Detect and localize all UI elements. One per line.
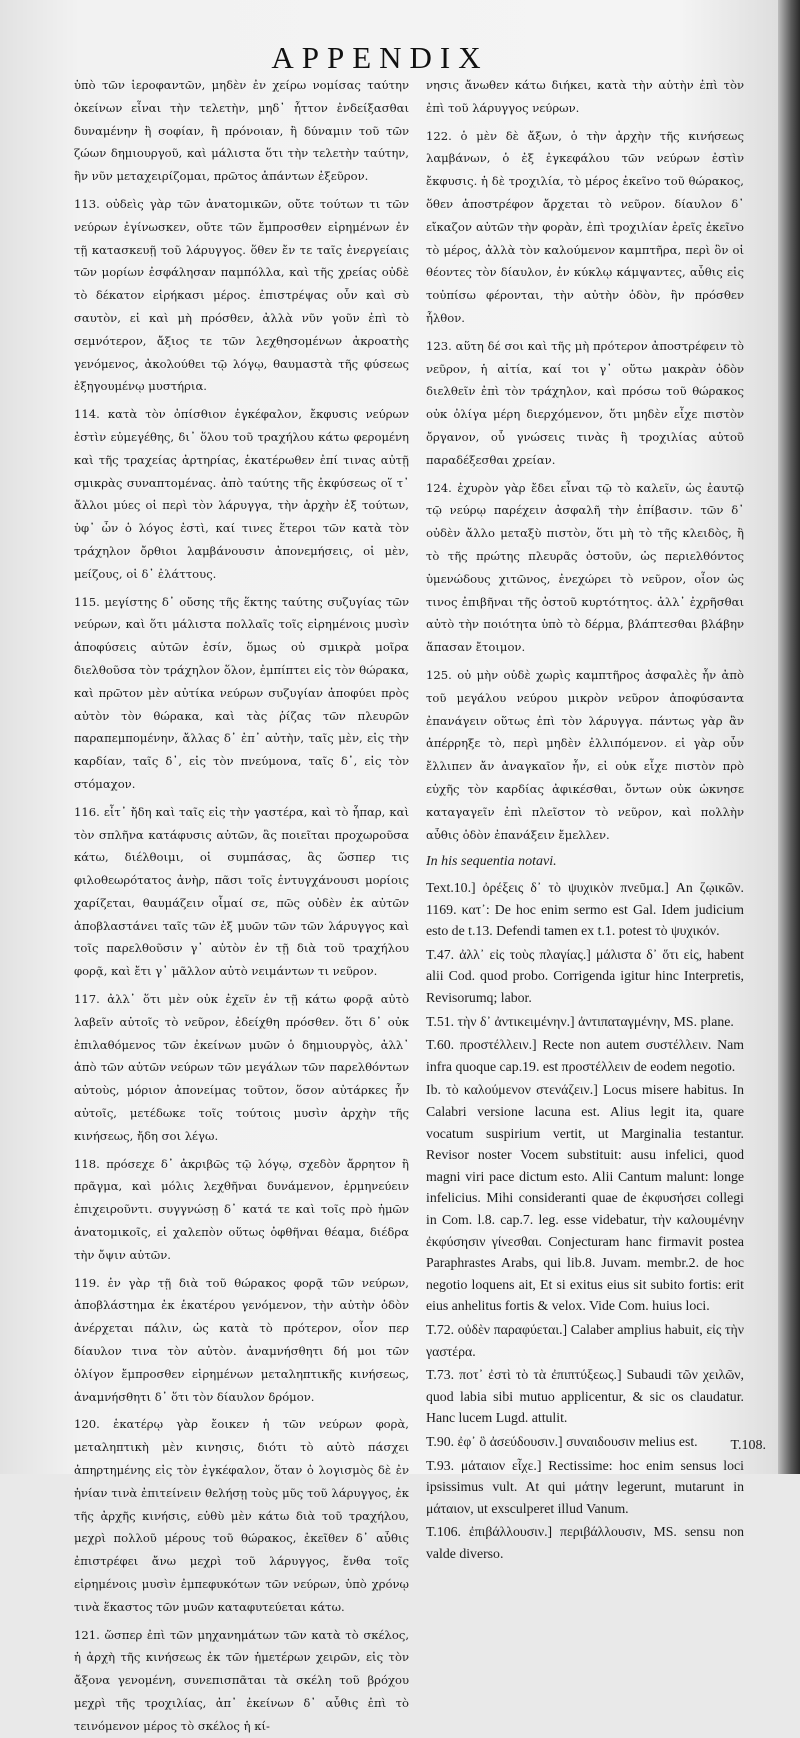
paragraph-text: ὁ μὲν δὲ ἄξων, ὁ τὴν ἀρχὴν τῆς κινήσεως λαμβάνων, ὁ ἐξ ἐγκεφάλου τῶν νεύρων ἐστὶν ἔκφυσις. ἡ δὲ τροχιλία, τὸ μέρος ἐκεῖνο τοῦ θώρακος, ὅθεν ἀποστρέφον ἄρχεται τὸ νεῦρον. δίαυλον δ᾽ εἴκαζον αὐτῶν τὴν φορὰν, ἐπὶ τροχιλίαν ἐρεῖς ἐκεῖνο τὸ μέρος, ἀλλὰ τὸν καλούμενον καμπτῆρα, περὶ ὃν οἱ θέοντες τὸν δίαυλον, ἐν κύκλῳ κάμψαντες, αὖθις εἰς τοὐπίσω φέρονται, τὴν αὐτὴν ὁδὸν, ἣν πρόσθεν ἦλθον. — [426, 128, 745, 325]
paragraph-number: 117. — [74, 992, 100, 1007]
catchword: T.108. — [730, 1438, 766, 1453]
paragraph — [74, 988, 409, 1148]
paragraph — [74, 1153, 409, 1267]
paragraph — [426, 74, 744, 120]
paragraph — [426, 664, 744, 846]
note-entry: T.106. ἐπιβάλλουσιν.] περιβάλλουσιν, MS. sensu non valde diverso. — [426, 1524, 744, 1561]
paragraph-number: 125. — [426, 667, 452, 682]
paragraph — [74, 193, 409, 398]
right-column — [426, 74, 745, 1561]
paragraph-text: αὕτη δέ σοι καὶ τῆς μὴ πρότερον ἀποστρέφειν τὸ νεῦρον, ἡ αἰτία, καί τοι γ᾽ οὕτω μακρὰν ὁδὸν διελθεῖν ἐπὶ τὸν τράχηλον, καὶ πρόσω τοῦ θώρακος οὐκ ὀλίγα μέρη διερχόμενον, ὅτι μηδὲν εἶχε πιστὸν ὄργανον, οὗ γνώσεις τινὰς ἢ τροχιλίας αὐτοῦ παραδέξεσθαι χρείαν. — [426, 338, 744, 467]
paragraph — [426, 477, 744, 659]
paragraph — [74, 1413, 409, 1618]
paragraph-number: 113. — [74, 196, 100, 211]
page-gutter-shadow — [778, 0, 800, 1474]
paragraph-number: 116. — [74, 804, 100, 819]
paragraph — [74, 403, 409, 585]
paragraph-number: 118. — [74, 1156, 100, 1171]
paragraph — [74, 1272, 409, 1409]
note-entry: T.47. ἀλλ᾽ εἰς τοὺς πλαγίας.] μάλιστα δ᾽ ὅτι εἰς, habent alii Cod. quod probo. Corrigenda igitur hinc Interpretis, Revisorumq; labor. — [426, 946, 744, 1006]
paragraph-number: 122. — [426, 128, 452, 143]
paragraph-text: ἐχυρὸν γὰρ ἔδει εἶναι τῷ τὸ καλεῖν, ὡς ἐαυτῷ τῷ νεύρῳ παρέχειν ἀσφαλῆ τὴν ἐπίβασιν. τῶν δ᾽ οὐδὲν ἄλλο μεταξὺ πιστὸν, ὅτι μὴ τὸ τῆς κλειδὸς, ἢ τὸ τῆς πρώτης πλευρᾶς ὀστοῦν, ὡς περιελθόντος ὑμενώδους χιτῶνος, ἐνεχώρει τὸ νεῦρον, οἷον ὠς τινος ἐπιβῆναι τῆς ὀστοῦ κυρτότητος. ἀλλ᾽ ἐχρῆσθαι αὐτὸ τὴν ποιότητα ὑπὸ τὸ δέρμα, βλάπτεσθαι βλάβην ἅπασαν ἔτοιμον. — [426, 480, 745, 655]
paragraph-text: οὐ μὴν οὐδὲ χωρὶς καμπτῆρος ἀσφαλὲς ἦν ἀπὸ τοῦ μεγάλου νεύρου μικρὸν νεῦρον ἀποφύσαντα ἐπανάγειν οὕτως ἐπὶ τὸν λάρυγγα. πάντως γὰρ ἂν ἀπέρρηξε τὸ, περὶ μηδὲν ἐλλιπόμενον. εἰ γὰρ οὖν ἔλλιπεν ἄν ἀναγκαῖον ἦν, εἰ οὐκ εἶχε πιστὸν πρὸ εὐχῆς τὸν καρδίας ἀφικέσθαι, ὄντων οὐκ ὠκνησε καταγαγεῖν ἐπὶ πλεῖστον τὸ νεῦρον, καὶ πολλὴν αὖθις ὁδὸν ἐπανάξειν ἔμελλεν. — [426, 667, 744, 842]
paragraph-text: εἶτ᾽ ἤδη καὶ ταῖς εἰς τὴν γαστέρα, καὶ τὸ ἧπαρ, καὶ τὸν σπλῆνα κατάφυσις αὐτῶν, ἃς ποιεῖται προχωροῦσα κάτω, διέλθοιμι, οἱ συμπάσας, ἃς ὥσπερ τις φιλοθεωρότατος ἀνὴρ, πᾶσι τοῖς ἐντυγχάνουσι μορίοις χαρίζεται, θαυμάζειν οἶμαί σε, πῶς οὐδὲν ἐκ αὐτῶν ἀποβλαστάνει ταῖς τῶν ἐξ μυῶν τῶν τῶν λάρυγγος καὶ τοῖς παρελθοῦσιν γ᾽ αὐτὸν ἐν τῇ διὰ τοῦ τραχήλου φορᾷ, καὶ ἔτι γ᾽ μᾶλλον αὐτὸ νειμάντων τι νεῦρον. — [74, 804, 409, 979]
paragraph-text: ἐν γὰρ τῇ διὰ τοῦ θώρακος φορᾷ τῶν νεύρων, ἀποβλάστημα ἐκ ἑκατέρου γενόμενον, τὴν αὐτὴν ὁδὸν ἀνέρχεται πάλιν, ὡς κατὰ τὸ πρότερον, οἷον περ δίαυλον τινα τὸν αὐτὸν. ἀναμνήσθητι δή μοι τῶν ὀλίγον ἔμπροσθεν εἰρημένων μεταληπτικῆς κινήσεως, ἀναμνήσθητι δ᾽ ὅτι τὸν δίαυλον δρόμον. — [74, 1275, 409, 1404]
paragraph-text: μεγίστης δ᾽ οὔσης τῆς ἕκτης ταύτης συζυγίας τῶν νεύρων, καὶ ὅτι μάλιστα πολλαῖς τοῖς εἰρημένοις μυσὶν ἀποφύσεις αὐτῶν ἐσίν, ὅμως οὐ σμικρὰ μοῖρα διελθοῦσα τὸν τράχηλον ὅλον, ἐμπίπτει εἰς τὸν θώρακα, καὶ πρῶτον μὲν αὐτίκα νεύρων συζυγίαν ἀποφύει πρὸς αὐτὸν τὸν θώρακα, καὶ τὰς ῥίζας τῶν πλευρῶν παραπεμπομένην, ἄλλας δ᾽ ἐπ᾽ αὐτὴν, ταῖς μὲν, εἰς τὴν καρδίαν, ταῖς δ᾽, εἰς τὸν πνεύμονα, ταῖς δ᾽, εἰς τὸν στόμαχον. — [74, 594, 409, 791]
paragraph — [74, 1624, 409, 1738]
note-entry: T.72. οὐδὲν παραφύεται.] Calaber amplius habuit, εἰς τὴν γαστέρα. — [426, 1321, 744, 1359]
paragraph — [74, 591, 409, 796]
note-entry: Text.10.] ὀρέξεις δ᾽ τὸ ψυχικὸν πνεῦμα.] An ζῳικῶν. 1169. κατ᾽: De hoc enim sermo est Gal. Idem judicium esto de t.13. Defendi tamen ex t.1. potest τὸ ψυχικόν. — [426, 880, 744, 939]
paragraph-number: 120. — [74, 1417, 100, 1432]
paragraph-text: νησις ἄνωθεν κάτω διήκει, κατὰ τὴν αὐτὴν ἐπὶ τὸν ἐπὶ τοῦ λάρυγγος νεύρων. — [426, 78, 744, 115]
paragraph-text: κατὰ τὸν ὀπίσθιον ἐγκέφαλον, ἔκφυσις νεύρων ἐστὶν εὐμεγέθης, δι᾽ ὅλου τοῦ τραχήλου κάτω φερομένη καὶ τῆς τραχείας ἀρτηρίας, ἑκατέρωθεν ἐπί τινας αὐτῇ σμικρὰς συναπτομένας. ἀπὸ ταύτης τῆς ἐκφύσεως οἵ τ᾽ ἄλλοι μύες οἱ περὶ τὸν λάρυγγα, τὴν ἀρχὴν ἐξ τούτων, ὑφ᾽ ὧν ὁ λόγος ἐστὶ, καί τινες ἕτεροι τῶν κατὰ τὸν τράχηλον ὄρθιοι λαμβάνουσιν ἀπονεμήσεις, οἱ μὲν, μείζους, οἱ δ᾽ ἐλάττους. — [74, 407, 410, 581]
paragraph-text: ἀλλ᾽ ὅτι μὲν οὐκ ἐχεῖν ἐν τῇ κάτω φορᾷ αὐτὸ λαβεῖν αὐτοῖς τὸ νεῦρον, ἐδείχθη πρόσθεν. ὅτι δ᾽ οὐκ ἐπιλαθόμενος τῶν ἐκείνων μυῶν ὁ δημιουργὸς, ἀλλ᾽ ἀπὸ τῶν αὐτῶν νεύρων τῶν μεγάλων τῶν παρελθόντων αὐτοὺς, μόριον ἀπονείμας τοῦτον, ὅσον αὐτάρκες ἦν αὐτοῖς, μετέδωκε τοῖς τούτοις μυσὶν ἀρχὴν τῆς κινήσεως, ἤδη σοι λέγω. — [74, 992, 410, 1143]
paragraph — [74, 801, 409, 983]
paragraph-number: 124. — [426, 480, 452, 495]
paragraph — [426, 125, 744, 330]
note-entry: T.93. μάταιον εἶχε.] Rectissime: hoc enim sensus loci ipsissimus vult. At qui μάτην legerunt, mutarunt in μάταιον, ut exsculperet illud Vanum. — [426, 1457, 744, 1516]
note-entry: Ib. τὸ καλούμενον στενάζειν.] Locus misere habitus. In Calabri versione lacuna est. Alius legit ita, quare vocatum suspirium vertit, ut Marginalia testantur. Revisor noster Vocem substituit: ausu infelici, quod magni viri pace dictum esto. Alii Cantum malunt: longe infelicius. Mihi consideranti quae de ἐκφυσήσει collegi in Com. l.8. cap.7. leg. esse videbatur, τὴν καλουμένην ἐκφύσησιν γίνεσθαι. Conjecturam hanc firmavit postea Paraphrastes Arabs, qui lib.8. Juvam. membr.2. de hoc negotio loquens ait, Et si exitus eius sit subito fortis: erit eius anhelitus fortis & velox. Vide Com. huius loci. — [426, 1082, 744, 1314]
paragraph-text: ἑκατέρῳ γὰρ ἔοικεν ἡ τῶν νεύρων φορὰ, μεταληπτικὴ μὲν κινησις, διότι τὸ αὐτὸ πάσχει ἀπηρτημένης εἰς τὸν ἐγκέφαλον, ὅταν ὁ λογισμὸς δὲ ἐν ἡνίαν τινὰ ἐπιτείνειν θελήσῃ τοὺς μῦς τοῦ λάρυγγος, ἐκ τῆς ἀρχῆς κινήσις, εὐθὺ μὲν κάτω διὰ τοῦ τραχήλου, μεχρὶ πολλοῦ μέρους τοῦ θώρακος, ἐκεῖθεν δ᾽ αὖθις ἐπιστρέφει ἄνω μεχρὶ τοῦ λάρυγγος, ἔνθα τοῖς εἰρημένοις μυσὶν ἐμπεφυκότων τῶν νεύρων, ὑπὸ χρόνῳ τινὰ ἕκαστος τῶν μυῶν καταφυτεύεται κάτω. — [74, 1417, 409, 1614]
note-entry: T.51. τὴν δ᾽ ἀντικειμένην.] ἀντιπαταγμένην, MS. plane. — [426, 1013, 734, 1029]
paragraph-number: 114. — [74, 407, 100, 422]
paragraph-number: 115. — [74, 594, 100, 609]
paragraph-text: πρόσεχε δ᾽ ἀκριβῶς τῷ λόγῳ, σχεδὸν ἄρρητον ἢ πρᾶγμα, καὶ μόλις λεχθῆναι δυνάμενον, ἑρμηνεύειν ἐπιχειροῦντι. συγγνώσῃ δ᾽ κατά τε καὶ τοῖς πρὸ ἡμῶν ἀνατομικοῖς, εἰ χαλεπὸν οὕτως ὀφθῆναι θέαμα, διέδρα τὴν ὄψιν αὐτῶν. — [74, 1156, 410, 1262]
running-header: APPENDIX — [271, 40, 489, 75]
paragraph-number: 119. — [74, 1275, 100, 1290]
paragraph-number: 121. — [74, 1627, 100, 1642]
paragraph-number: 123. — [426, 338, 452, 353]
paragraph-text: ὑπὸ τῶν ἱεροφαντῶν, μηδὲν ἐν χείρω νομίσας ταύτην ὀκείνων εἶναι τὴν τελετὴν, μηδ᾽ ἧττον ἐνδείξασθαι δυναμένην ἢ σοφίαν, ἢ πρόνοιαν, ἢ δύναμιν τοῦ τῶν ζώων δημιουργοῦ, καὶ μάλιστα ὅτι τὴν τελετὴν ταύτην, ἣν νῦν μεταχειρίζομαι, πρῶτος ἁπάντων ἐξεῦρον. — [74, 78, 409, 184]
paragraph — [426, 335, 744, 472]
note-entry: T.60. προστέλλειν.] Recte non autem συστέλλειν. Nam infra quoque cap.19. est προστέλλειν de eodem negotio. — [426, 1037, 744, 1074]
paragraph — [74, 74, 409, 188]
paragraph-text: οὐδεὶς γὰρ τῶν ἀνατομικῶν, οὔτε τούτων τι τῶν νεύρων ἐγίνωσκεν, οὔτε τῶν ἔμπροσθεν εἰρημένων ἐν τῇ κατασκευῇ τοῦ λάρυγγος. ὅθεν ἔν τε ταῖς ἐνεργείαις τῶν μορίων ἐσφάλησαν παμπόλλα, καὶ τῆς χρείας οὐδὲ τὸ δέκατον εἰρήκασι μέρος. ἐπιστρέψας οὖν καὶ σὺ σαυτὸν, εἰ καὶ μὴ πρόσθεν, ἀλλὰ νῦν γοῦν ἐπὶ τὸ σεμνότερον, ἄξιος τε τῶν λεχθησομένων ἀκροατὴς γενόμενος, ἀκολούθει τῷ λόγῳ, θαυμαστὰ τῆς φύσεως ἐξηγουμένῳ μυστήρια. — [74, 196, 409, 394]
note-entry: T.90. ἐφ᾽ ὃ ἀσεύδουσιν.] συναιδουσιν melius est. — [426, 1433, 698, 1449]
left-column — [74, 74, 410, 1733]
paragraph-text: ὥσπερ ἐπὶ τῶν μηχανημάτων τῶν κατὰ τὸ σκέλος, ἡ ἀρχὴ τῆς κινήσεως ἐκ τῶν ἡμετέρων χειρῶν, εἰς τὸν ἄξονα γενομένη, συνεπισπᾶται τὰ σκέλη τοῦ βρόχου μεχρὶ τῆς τροχιλίας, ἀπ᾽ ἐκείνων δ᾽ αὖθις ἐπὶ τὸ τεινόμενον μέρος τὸ σκέλος ἡ κί- — [74, 1627, 410, 1733]
notes-heading: In his sequentia notavi. — [426, 854, 557, 870]
note-entry: T.73. ποτ᾽ ἐστὶ τὸ τὰ ἐπιπτύξεως.] Subaudi τῶν χειλῶν, quod labia sibi mutuo applicentur, & sic os claudatur. Hanc lucem Lugd. attulit. — [426, 1367, 744, 1426]
